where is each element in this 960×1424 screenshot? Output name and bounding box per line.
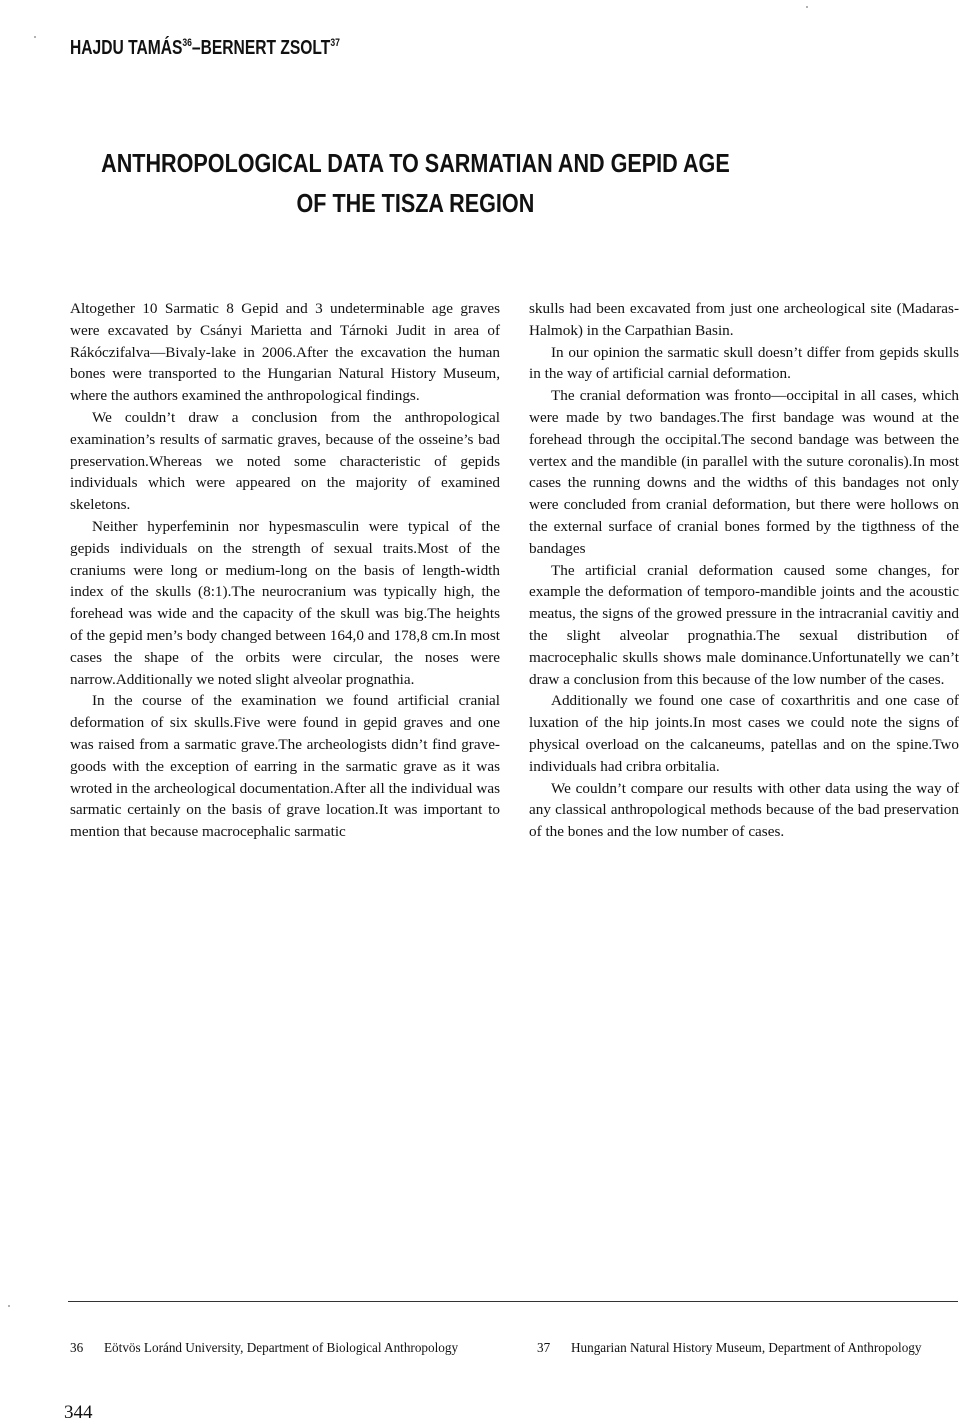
page-number: 344 [64, 1402, 93, 1423]
paragraph: Additionally we found one case of coxarthritis and one case of luxation of the hip joints.In most cases we could note the signs of physical overload on the calcaneums, patellas and on the spine.Two individuals had cribra orbitalia. [529, 692, 959, 775]
paragraph: The artificial cranial deformation caused some changes, for example the deformation of temporo-mandible joints and the acoustic meatus, the signs of the growed pressure in the intracranial cavitiy and the slight alveolar prognathia.The sexual distribution of macrocephalic skulls shows male dominance.Unfortunatelly we can’t draw a conclusion from this because of the low number of the cases. [529, 561, 959, 688]
title-line-1: ANTHROPOLOGICAL DATA TO SARMATIAN AND GEPID AGE [101, 148, 730, 178]
paragraph: The cranial deformation was fronto—occipital in all cases, which were made by two bandages.The first bandage was wound at the forehead through the occipital.The second bandage was between the vertex and the mandible (in parallel with the suture coronalis).In most cases the running downs and the widths of this bandages not only were concluded from cranial deformation, but there were hollows on the external surface of cranial bones formed by the tigthness of the bandages [529, 387, 959, 557]
footnote-divider [68, 1301, 958, 1302]
paper-title [0, 143, 831, 223]
scan-speck [34, 36, 36, 38]
footnote-number: 36 [70, 1340, 84, 1355]
author-footnote-ref-36: 36 [182, 37, 192, 49]
paragraph: Altogether 10 Sarmatic 8 Gepid and 3 undeterminable age graves were excavated by Csányi Marietta and Tárnoki Judit in area of Rákóczifalva—Bivaly-lake in 2006.After the excavation the human bones were transported to the Hungarian Natural History Museum, where the authors examined the anthropological findings. [70, 300, 500, 405]
paragraph: Neither hyperfeminin nor hypesmasculin were typical of the gepids individuals on the strength of sexual traits.Most of the craniums were long or medium-long on the basis of length-width index of the skulls (8:1).The neurocranium was typically high, the forehead was wide and the capacity of the skull was big.The heights of the gepid men’s body changed between 164,0 and 178,8 cm.In most cases the shape of the orbits were circular, the noses were narrow.Additionally we noted slight alveolar prognathia. [70, 517, 500, 688]
author-line [70, 37, 340, 60]
footnote-text: Eötvös Loránd University, Department of Biological Anthropology [104, 1340, 459, 1355]
author-name-2: –BERNERT ZSOLT [191, 37, 331, 59]
title-line-2: OF THE TISZA REGION [296, 188, 535, 218]
body-column-right [529, 298, 959, 843]
paragraph: We couldn’t compare our results with other data using the way of any classical anthropological methods because of the bad preservation of the bones and the low number of cases. [529, 779, 959, 841]
paragraph: We couldn’t draw a conclusion from the anthropological examination’s results of sarmatic graves, because of the osseine’s bad preservation.Whereas we noted some characteristic of gepids individuals which were appeared on the majority of examined skeletons. [70, 408, 500, 514]
paragraph: In our opinion the sarmatic skull doesn’t differ from gepids skulls in the way of artificial carnial deformation. [529, 343, 959, 383]
body-column-left [70, 298, 500, 843]
scan-speck [806, 6, 808, 8]
scan-speck [8, 1305, 10, 1307]
paragraph: In the course of the examination we found artificial cranial deformation of six skulls.Five were found in gepid graves and one was raised from a sarmatic grave.The archeologists didn’t find grave-goods with the exception of earring in the sarmatic grave as it was wroted in the archeological documentation.After all the individual was sarmatic certainly on the basis of grave location.It was important to mention that because macrocephalic sarmatic [70, 692, 500, 841]
footnote-number: 37 [537, 1340, 551, 1355]
footnote-text: Hungarian Natural History Museum, Department of Anthropology [571, 1340, 922, 1355]
paragraph: skulls had been excavated from just one archeological site (Madaras-Halmok) in the Carpathian Basin. [529, 300, 959, 339]
author-name-1: HAJDU TAMÁS [70, 37, 183, 59]
author-footnote-ref-37: 37 [330, 37, 340, 49]
